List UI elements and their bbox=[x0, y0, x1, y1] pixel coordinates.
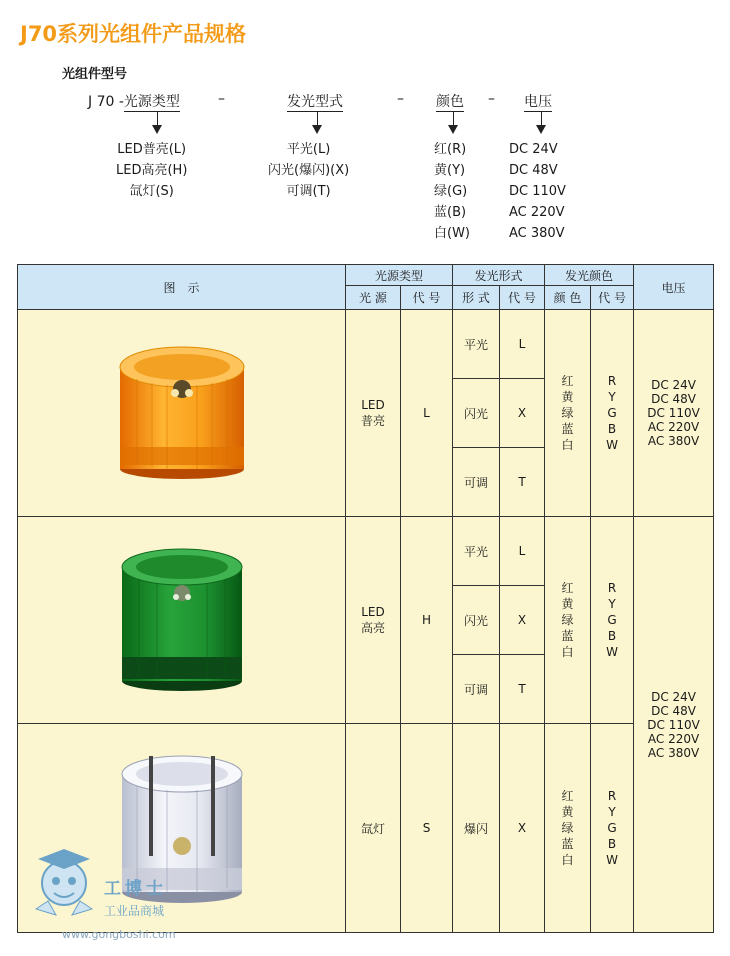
header-voltage: 电压 bbox=[634, 265, 714, 310]
source-code-cell: S bbox=[401, 724, 453, 933]
form-code-cell: L bbox=[500, 517, 545, 586]
source-cell: LED 高亮 bbox=[346, 517, 401, 724]
robot-logo-icon bbox=[28, 849, 100, 927]
source-code-cell: L bbox=[401, 310, 453, 517]
color-code-cell: R Y G B W bbox=[591, 517, 634, 724]
header-emission-form: 发光形式 bbox=[453, 265, 545, 286]
green-lamp-image bbox=[107, 539, 257, 699]
form-cell: 可调 bbox=[453, 448, 500, 517]
model-code-heading: 光组件型号 bbox=[62, 67, 128, 82]
header-emission-color: 发光颜色 bbox=[545, 265, 634, 286]
voltage-options: DC 24V DC 48V DC 110V AC 220V AC 380V bbox=[509, 142, 566, 241]
color-code-cell: R Y G B W bbox=[591, 724, 634, 933]
form-cell: 可调 bbox=[453, 655, 500, 724]
color-code-cell: R Y G B W bbox=[591, 310, 634, 517]
dash-1: – bbox=[218, 91, 225, 107]
header-figure: 图 示 bbox=[18, 265, 346, 310]
watermark-url: www.gongboshi.com bbox=[62, 928, 176, 941]
arrow-down-icon bbox=[536, 125, 546, 134]
form-code-cell: L bbox=[500, 310, 545, 379]
table-row bbox=[18, 310, 714, 379]
form-code-cell: X bbox=[500, 724, 545, 933]
page-title: J70系列光组件产品规格 bbox=[20, 22, 247, 46]
color-options: 红(R) 黄(Y) 绿(G) 蓝(B) 白(W) bbox=[434, 142, 470, 241]
color-cell: 红 黄 绿 蓝 白 bbox=[545, 517, 591, 724]
segment-light-source: 光源类型 bbox=[123, 94, 180, 110]
model-prefix: J 70 -光源类型 bbox=[88, 94, 180, 110]
form-code-cell: X bbox=[500, 586, 545, 655]
header-color: 颜 色 bbox=[545, 286, 591, 310]
header-code: 代 号 bbox=[401, 286, 453, 310]
form-cell: 平光 bbox=[453, 310, 500, 379]
dash-3: – bbox=[488, 91, 495, 107]
form-cell: 平光 bbox=[453, 517, 500, 586]
watermark-mall: 工业品商城 bbox=[104, 904, 165, 918]
form-cell: 爆闪 bbox=[453, 724, 500, 933]
segment-emission: 发光型式 bbox=[287, 94, 343, 110]
light-source-options: LED普亮(L) LED高亮(H) 氙灯(S) bbox=[116, 142, 188, 199]
source-cell: LED 普亮 bbox=[346, 310, 401, 517]
form-code-cell: X bbox=[500, 379, 545, 448]
arrow-line bbox=[453, 112, 454, 126]
arrow-down-icon bbox=[152, 125, 162, 134]
table-row bbox=[18, 517, 714, 586]
form-cell: 闪光 bbox=[453, 379, 500, 448]
emission-options: 平光(L) 闪光(爆闪)(X) 可调(T) bbox=[268, 142, 350, 199]
source-cell: 氙灯 bbox=[346, 724, 401, 933]
green-lamp-image bbox=[18, 517, 346, 724]
arrow-line bbox=[317, 112, 318, 126]
arrow-down-icon bbox=[312, 125, 322, 134]
dash-2: – bbox=[397, 91, 404, 107]
amber-lamp-image bbox=[107, 337, 257, 487]
color-cell: 红 黄 绿 蓝 白 bbox=[545, 724, 591, 933]
header-form: 形 式 bbox=[453, 286, 500, 310]
segment-color: 颜色 bbox=[436, 94, 464, 110]
header-source-type: 光源类型 bbox=[346, 265, 453, 286]
voltage-cell: DC 24V DC 48V DC 110V AC 220V AC 380V bbox=[634, 517, 714, 933]
form-code-cell: T bbox=[500, 448, 545, 517]
spec-table bbox=[17, 264, 714, 933]
form-code-cell: T bbox=[500, 655, 545, 724]
header-code: 代 号 bbox=[591, 286, 634, 310]
arrow-line bbox=[541, 112, 542, 126]
source-code-cell: H bbox=[401, 517, 453, 724]
voltage-cell: DC 24V DC 48V DC 110V AC 220V AC 380V bbox=[634, 310, 714, 517]
arrow-down-icon bbox=[448, 125, 458, 134]
header-code: 代 号 bbox=[500, 286, 545, 310]
header-source: 光 源 bbox=[346, 286, 401, 310]
segment-voltage: 电压 bbox=[524, 94, 552, 110]
form-cell: 闪光 bbox=[453, 586, 500, 655]
amber-lamp-image bbox=[18, 310, 346, 517]
arrow-line bbox=[157, 112, 158, 126]
color-cell: 红 黄 绿 蓝 白 bbox=[545, 310, 591, 517]
watermark-name: 工博士 bbox=[104, 879, 167, 899]
